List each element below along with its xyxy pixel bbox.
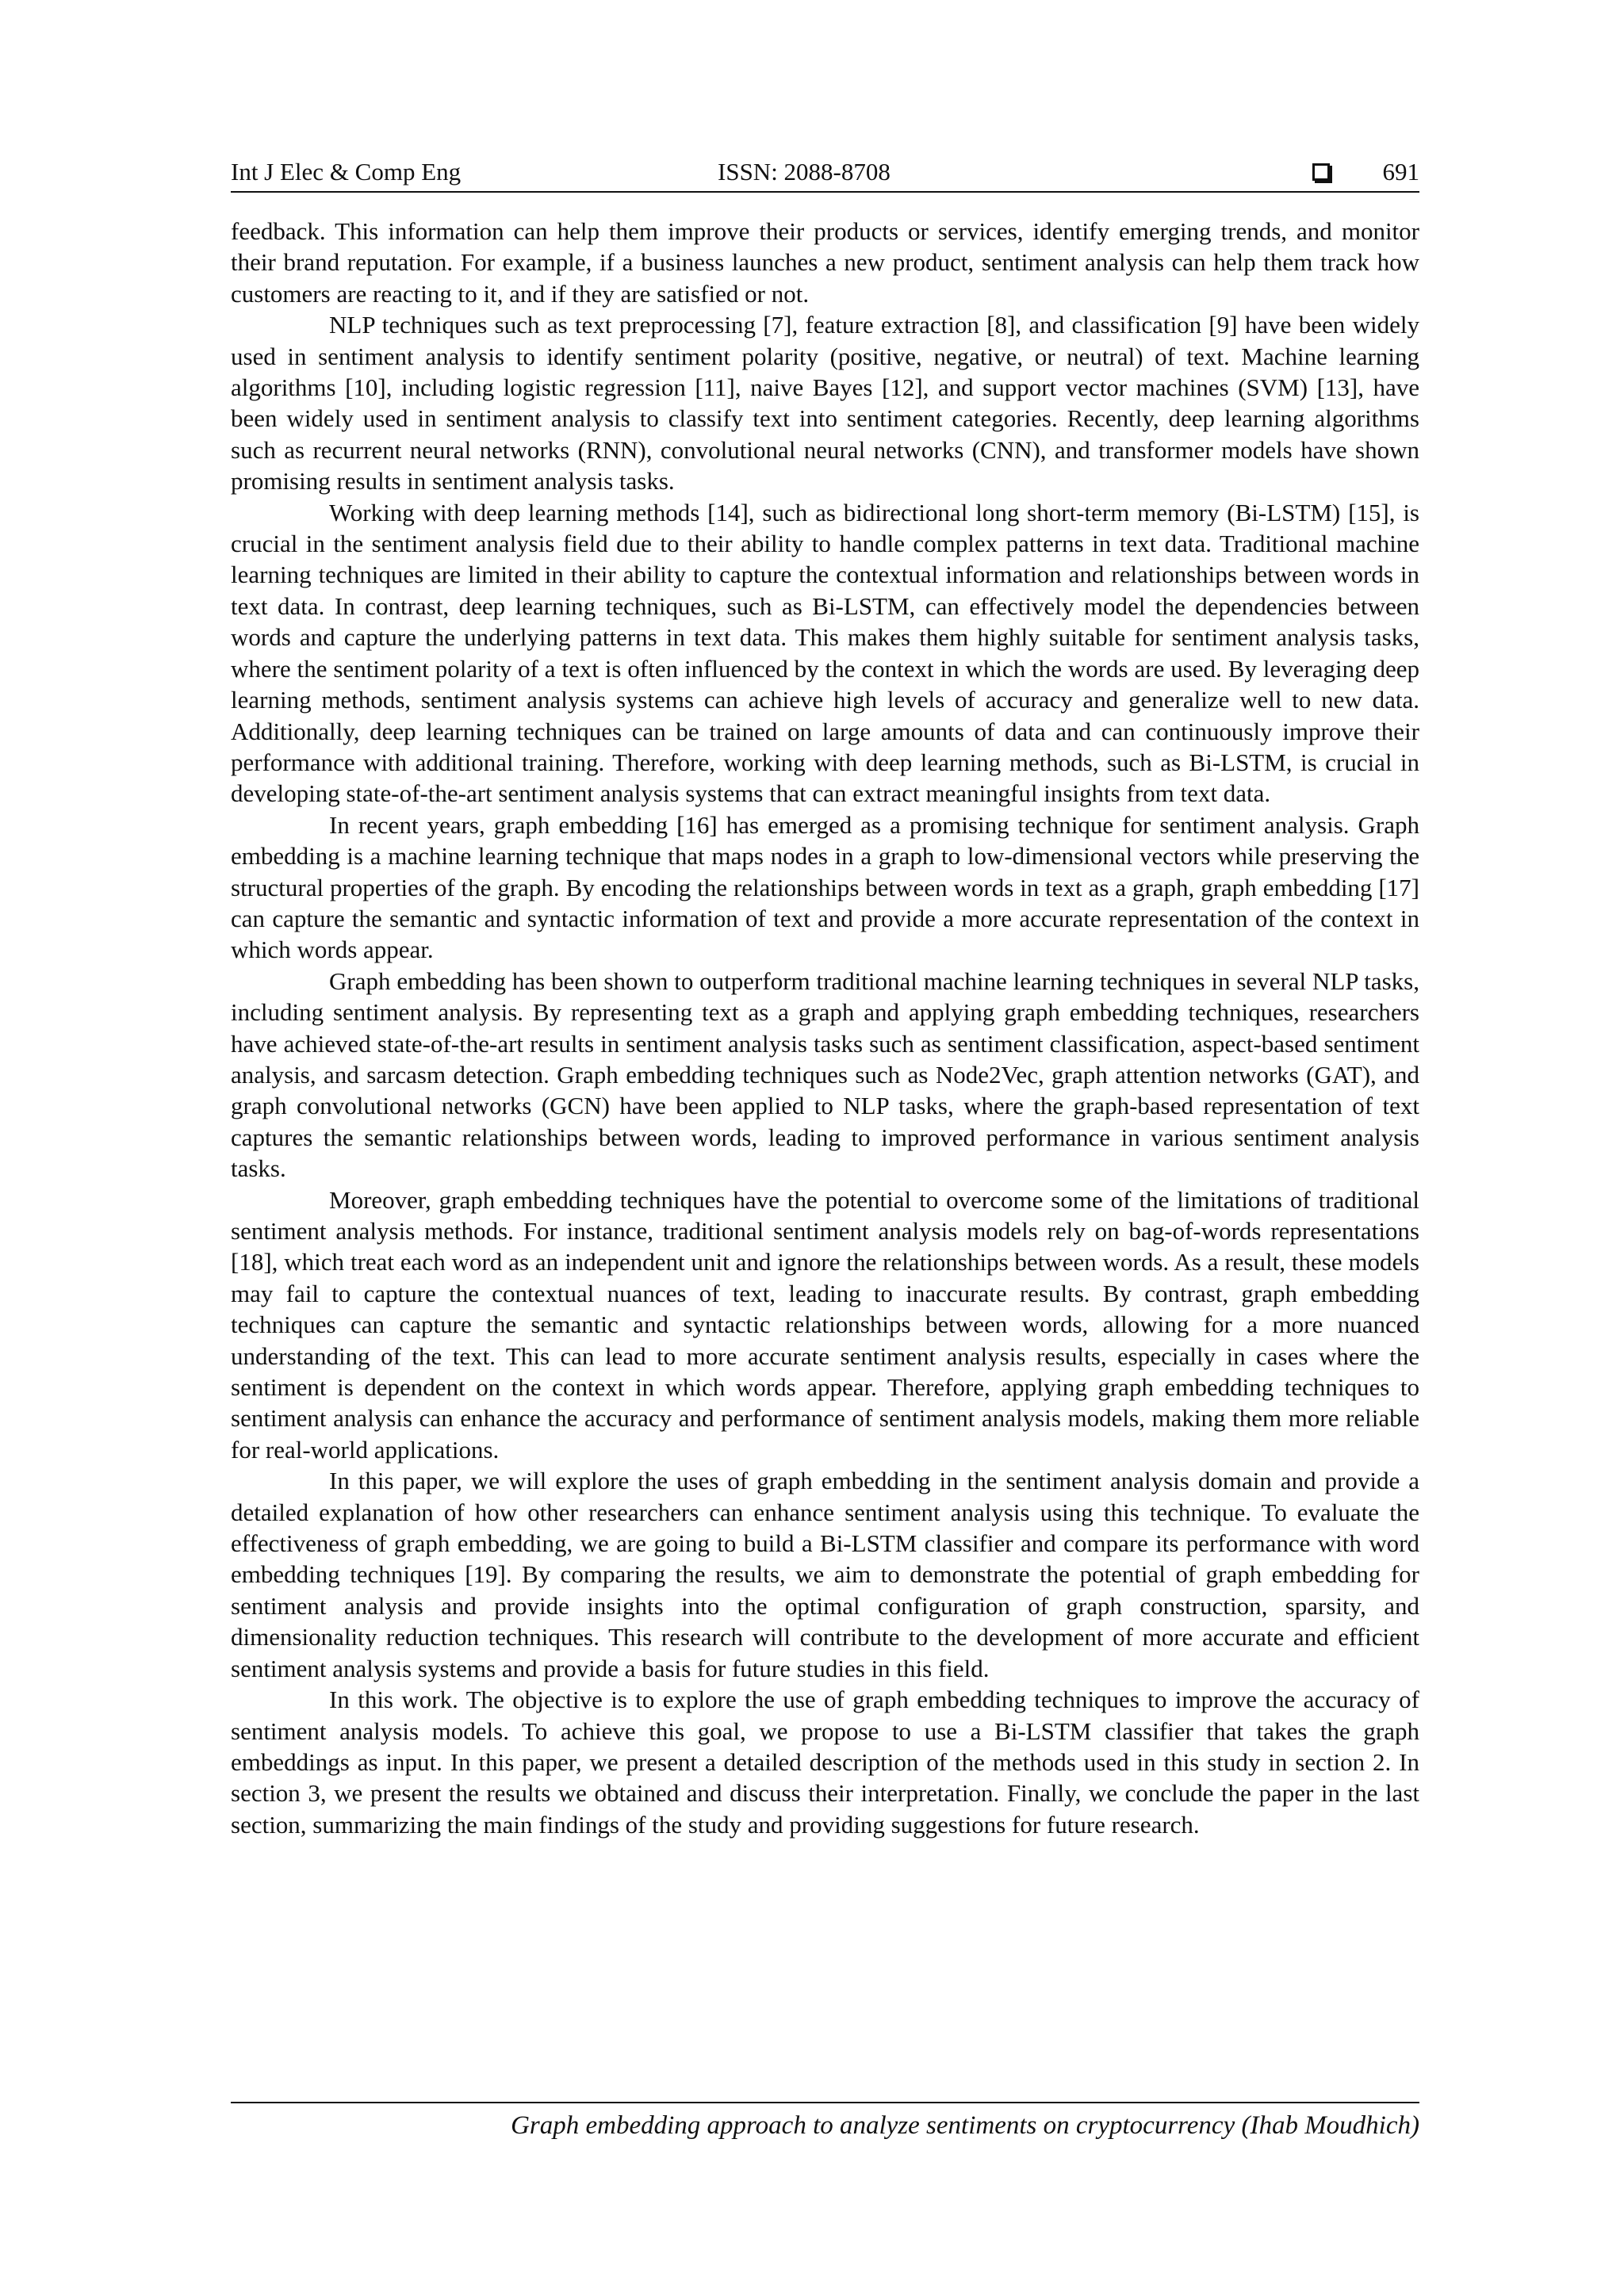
paragraph-4: In recent years, graph embedding [16] has emerged as a promising technique for sentiment analysis. Graph embedding is a machine learning technique that maps nodes in a graph to low-dimensional vectors while preserving the structural properties of the graph. By encoding the relationships between words in text as a graph, graph embedding [17] can capture the semantic and syntactic information of text and provide a more accurate representation of the context in which words appear. — [231, 810, 1419, 964]
square-bullet-icon — [1312, 163, 1330, 181]
page-header — [231, 153, 1419, 191]
header-divider — [231, 191, 1419, 193]
paragraph-8: In this work. The objective is to explore the use of graph embedding techniques to improve the accuracy of sentiment analysis models. To achieve this goal, we propose to use a Bi-LSTM classifier that takes the graph embeddings as input. In this paper, we present a detailed description of the methods used in this study in section 2. In section 3, we present the results we obtained and discuss their interpretation. Finally, we conclude the paper in the last section, summarizing the main findings of the study and providing suggestions for future research. — [231, 1686, 1419, 1839]
paragraph-6: Moreover, graph embedding techniques have the potential to overcome some of the limitations of traditional sentiment analysis methods. For instance, traditional sentiment analysis models rely on bag-of-words representations [18], which treat each word as an independent unit and ignore the relationships between words. As a result, these models may fail to capture the contextual nuances of text, leading to inaccurate results. By contrast, graph embedding techniques can capture the semantic and syntactic relationships between words, allowing for a more nuanced understanding of the text. This can lead to more accurate sentiment analysis results, especially in cases where the sentiment is dependent on the context in which words appear. Therefore, applying graph embedding techniques to sentiment analysis can enhance the accuracy and performance of sentiment analysis models, making them more reliable for real-world applications. — [231, 1185, 1419, 1464]
journal-name: Int J Elec & Comp Eng — [231, 158, 462, 186]
paragraph-7: In this paper, we will explore the uses of graph embedding in the sentiment analysis domain and provide a detailed explanation of how other researchers can enhance sentiment analysis using this technique. To evaluate the effectiveness of graph embedding, we are going to build a Bi-LSTM classifier and compare its performance with word embedding techniques [19]. By comparing the results, we aim to demonstrate the potential of graph embedding for sentiment analysis and provide insights into the optimal configuration of graph construction, sparsity, and dimensionality reduction techniques. This research will contribute to the development of more accurate and efficient sentiment analysis systems and provide a basis for future studies in this field. — [231, 1467, 1419, 1682]
article-body — [231, 216, 1419, 1840]
issn-label: ISSN: 2088-8708 — [718, 158, 891, 186]
footer-divider — [231, 2102, 1419, 2103]
paragraph-2: NLP techniques such as text preprocessing [7], feature extraction [8], and classification [9] have been widely used in sentiment analysis to identify sentiment polarity (positive, negative, or neutral) of text. Machine learning algorithms [10], including logistic regression [11], naive Bayes [12], and support vector machines (SVM) [13], have been widely used in sentiment analysis to classify text into sentiment categories. Recently, deep learning algorithms such as recurrent neural networks (RNN), convolutional neural networks (CNN), and transformer models have shown promising results in sentiment analysis tasks. — [231, 311, 1419, 496]
paragraph-3: Working with deep learning methods [14], such as bidirectional long short-term memory (Bi-LSTM) [15], is crucial in the sentiment analysis field due to their ability to handle complex patterns in text data. Traditional machine learning techniques are limited in their ability to capture the contextual information and relationships between words in text data. In contrast, deep learning techniques, such as Bi-LSTM, can effectively model the dependencies between words and capture the underlying patterns in text data. This makes them highly suitable for sentiment analysis tasks, where the sentiment polarity of a text is often influenced by the context in which the words are used. By leveraging deep learning methods, sentiment analysis systems can achieve high levels of accuracy and generalize well to new data. Additionally, deep learning techniques can be trained on large amounts of data and can continuously improve their performance with additional training. Therefore, working with deep learning methods, such as Bi-LSTM, is crucial in developing state-of-the-art sentiment analysis systems that can extract meaningful insights from text data. — [231, 498, 1419, 808]
paragraph-1: feedback. This information can help them improve their products or services, identify emerging trends, and monitor their brand reputation. For example, if a business launches a new product, sentiment analysis can help them track how customers are reacting to it, and if they are satisfied or not. — [231, 217, 1419, 308]
page-number: 691 — [1382, 158, 1419, 186]
paragraph-5: Graph embedding has been shown to outperform traditional machine learning techniques in several NLP tasks, including sentiment analysis. By representing text as a graph and applying graph embedding techniques, researchers have achieved state-of-the-art results in sentiment analysis tasks such as sentiment classification, aspect-based sentiment analysis, and sarcasm detection. Graph embedding techniques such as Node2Vec, graph attention networks (GAT), and graph convolutional networks (GCN) have been applied to NLP tasks, where the graph-based representation of text captures the semantic relationships between words, leading to improved performance in various sentiment analysis tasks. — [231, 966, 1419, 1183]
running-footer: Graph embedding approach to analyze sentiments on cryptocurrency (Ihab Moudhich) — [511, 2111, 1419, 2140]
